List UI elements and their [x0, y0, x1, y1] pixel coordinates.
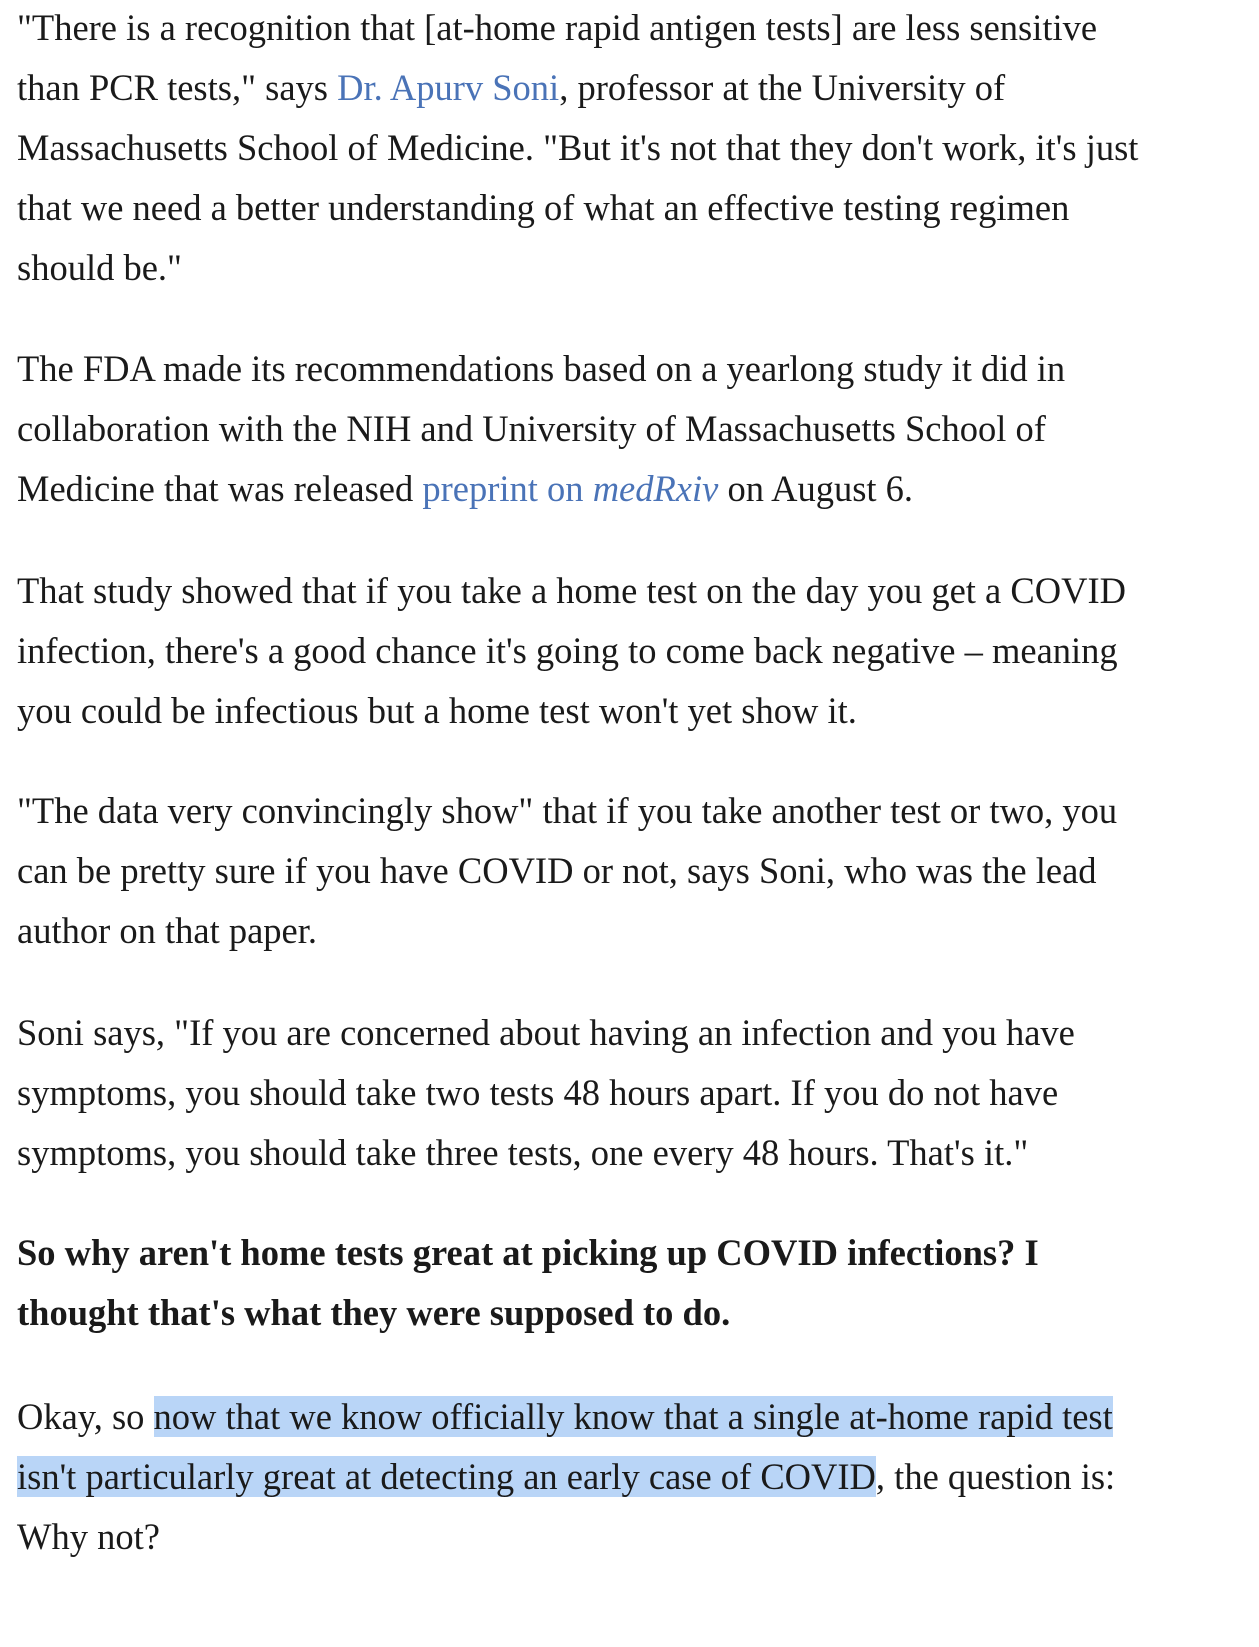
- paragraph-study-results: [17, 561, 1259, 741]
- text-span: Medicine that was released: [17, 468, 423, 509]
- link-dr-apurv-soni[interactable]: Dr. Apurv Soni: [337, 67, 560, 108]
- heading-line: So why aren't home tests great at picking up COVID infections? I: [17, 1232, 1039, 1273]
- text-line: that we need a better understanding of what an effective testing regimen: [17, 187, 1070, 228]
- text-span: , the question is:: [875, 1456, 1116, 1497]
- text-line: [17, 58, 1259, 118]
- text-line: infection, there's a good chance it's going to come back negative – meaning: [17, 630, 1118, 671]
- text-line: Massachusetts School of Medicine. "But it's not that they don't work, it's just: [17, 127, 1139, 168]
- text-line: That study showed that if you take a home test on the day you get a COVID: [17, 570, 1126, 611]
- paragraph-fda-study: [17, 339, 1259, 519]
- text-line: should be.": [17, 247, 182, 288]
- text-line: "There is a recognition that [at-home rapid antigen tests] are less sensitive: [17, 7, 1098, 48]
- text-line: you could be infectious but a home test won't yet show it.: [17, 690, 857, 731]
- text-line: [17, 459, 1259, 519]
- link-text-italic: medRxiv: [592, 468, 719, 509]
- text-span: than PCR tests," says: [17, 67, 338, 108]
- text-line: Why not?: [17, 1516, 160, 1557]
- paragraph-data-show: [17, 781, 1259, 961]
- text-span: on August 6.: [718, 468, 914, 509]
- text-line: author on that paper.: [17, 910, 318, 951]
- text-line: symptoms, you should take two tests 48 hours apart. If you do not have: [17, 1072, 1059, 1113]
- text-line: Soni says, "If you are concerned about having an infection and you have: [17, 1012, 1075, 1053]
- section-heading: [17, 1223, 1259, 1343]
- text-line: collaboration with the NIH and University of Massachusetts School of: [17, 408, 1046, 449]
- text-span: Okay, so: [17, 1396, 154, 1437]
- text-selection-highlight[interactable]: isn't particularly great at detecting an early case of COVID: [17, 1456, 876, 1497]
- text-span: , professor at the University of: [559, 67, 1006, 108]
- paragraph-why-not: [17, 1387, 1259, 1567]
- heading-line: thought that's what they were supposed to do.: [17, 1292, 731, 1333]
- paragraph-soni-quote: [17, 0, 1259, 298]
- text-line: can be pretty sure if you have COVID or not, says Soni, who was the lead: [17, 850, 1097, 891]
- text-line: [17, 1387, 1259, 1447]
- link-preprint-medrxiv[interactable]: [422, 468, 718, 509]
- text-line: [17, 1447, 1259, 1507]
- text-line: "The data very convincingly show" that if you take another test or two, you: [17, 790, 1118, 831]
- paragraph-soni-advice: [17, 1003, 1259, 1183]
- link-text: preprint on: [422, 468, 593, 509]
- text-line: The FDA made its recommendations based on a yearlong study it did in: [17, 348, 1066, 389]
- text-line: symptoms, you should take three tests, one every 48 hours. That's it.": [17, 1132, 1029, 1173]
- text-selection-highlight[interactable]: now that we know officially know that a single at-home rapid test: [153, 1396, 1113, 1437]
